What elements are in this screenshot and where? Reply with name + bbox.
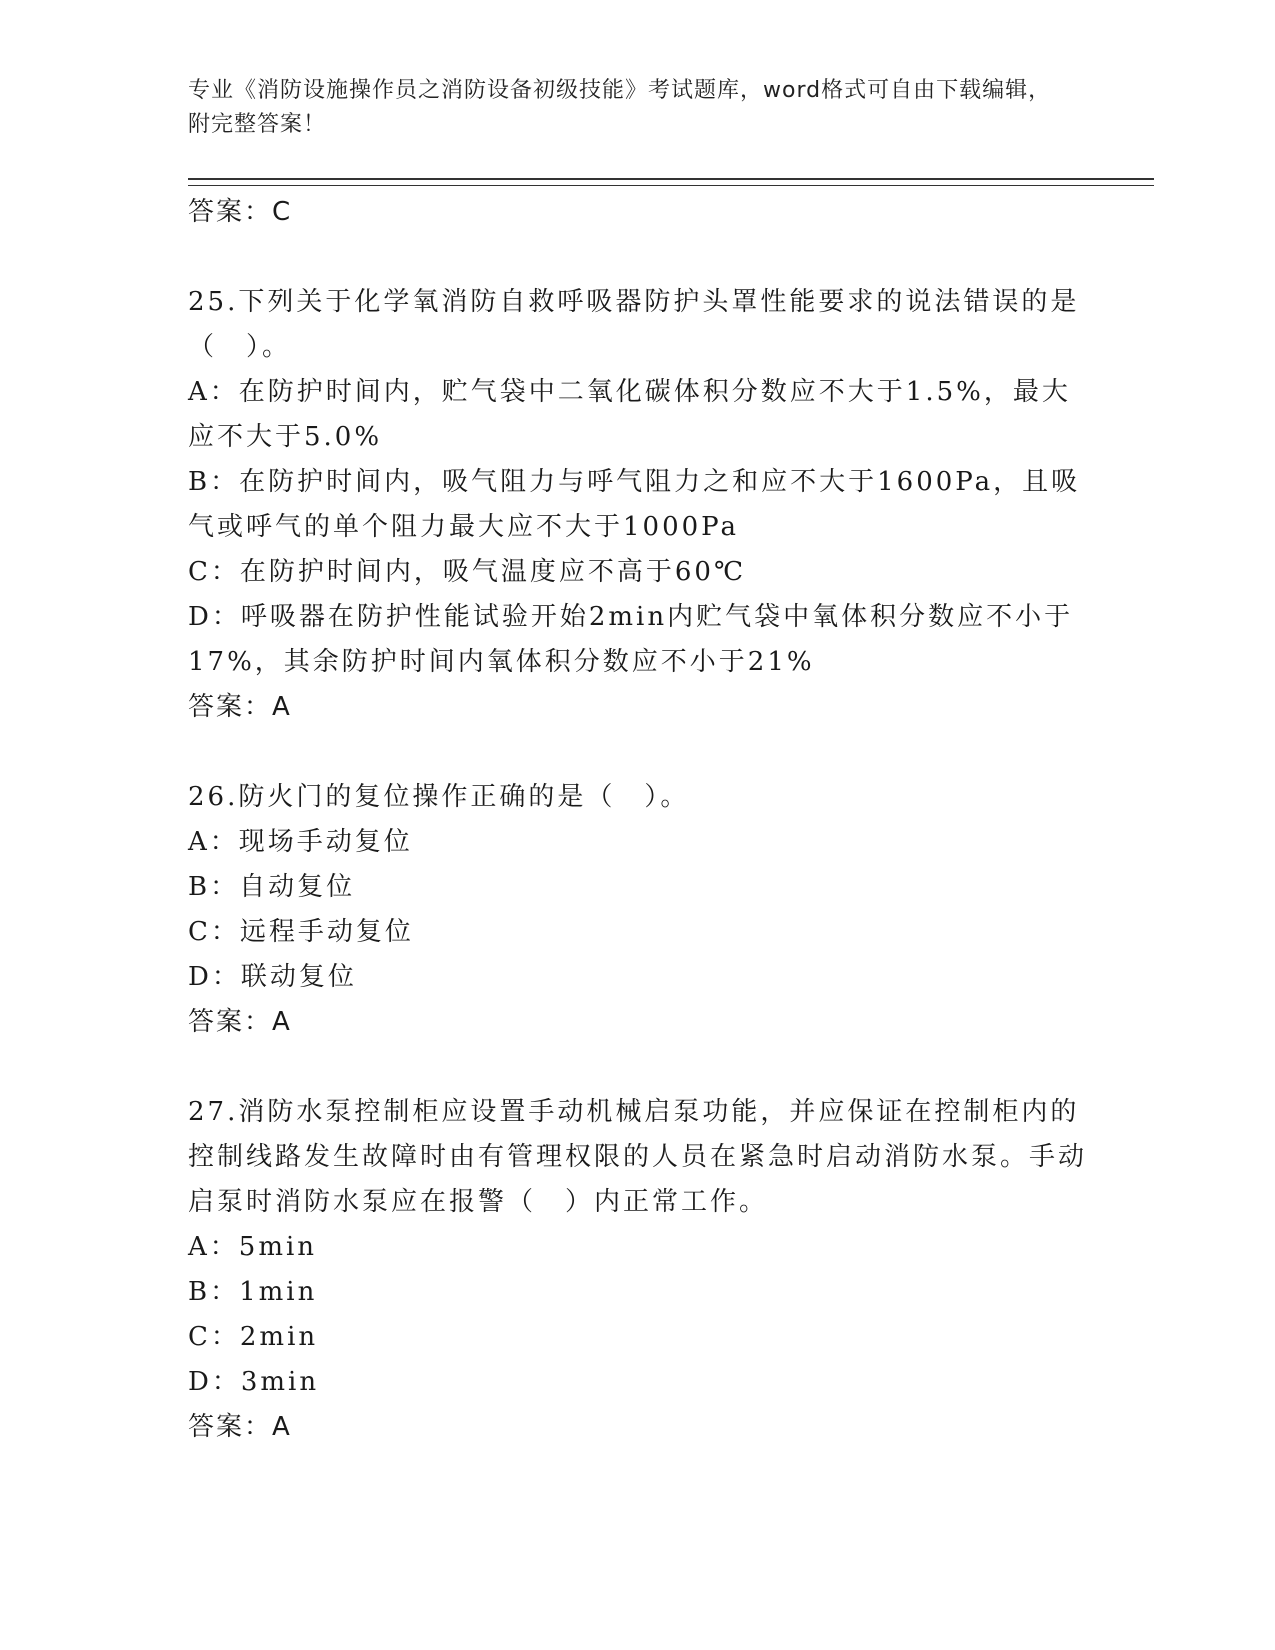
previous-answer: 答案：C [188,197,293,227]
option-c: C：在防护时间内，吸气温度应不高于60℃ [188,557,747,587]
option-d: D：3min [188,1367,320,1397]
option-c: C：远程手动复位 [188,917,414,947]
question-text: 25.下列关于化学氧消防自救呼吸器防护头罩性能要求的说法错误的是（ ）。 [188,287,1080,362]
question-list [188,190,1088,1450]
option-d: D：联动复位 [188,962,357,992]
question-25 [188,280,1088,730]
question-27 [188,1090,1088,1450]
option-c: C：2min [188,1322,319,1352]
answer: 答案：A [188,692,292,722]
header-divider [188,178,1154,186]
option-b: B：在防护时间内，吸气阻力与呼气阻力之和应不大于1600Pa，且吸气或呼气的单个阻力最大应不大于1000Pa [188,467,1081,542]
header-title: 专业《消防设施操作员之消防设备初级技能》考试题库，word格式可自由下载编辑，附完整答案！ [188,78,1052,137]
option-b: B：1min [188,1277,318,1307]
question-26 [188,775,1088,1045]
answer: 答案：A [188,1007,292,1037]
option-d: D：呼吸器在防护性能试验开始2min内贮气袋中氧体积分数应不小于17%，其余防护时间内氧体积分数应不小于21% [188,602,1074,677]
option-a: A：在防护时间内，贮气袋中二氧化碳体积分数应不大于1.5%，最大应不大于5.0% [188,377,1071,452]
question-text: 27.消防水泵控制柜应设置手动机械启泵功能，并应保证在控制柜内的控制线路发生故障时由有管理权限的人员在紧急时启动消防水泵。手动启泵时消防水泵应在报警（ ）内正常工作。 [188,1097,1088,1217]
question-text: 26.防火门的复位操作正确的是（ ）。 [188,782,690,812]
answer: 答案：A [188,1412,292,1442]
option-a: A：5min [188,1232,318,1262]
option-a: A：现场手动复位 [188,827,413,857]
option-b: B：自动复位 [188,872,356,902]
document-header [188,74,1068,142]
